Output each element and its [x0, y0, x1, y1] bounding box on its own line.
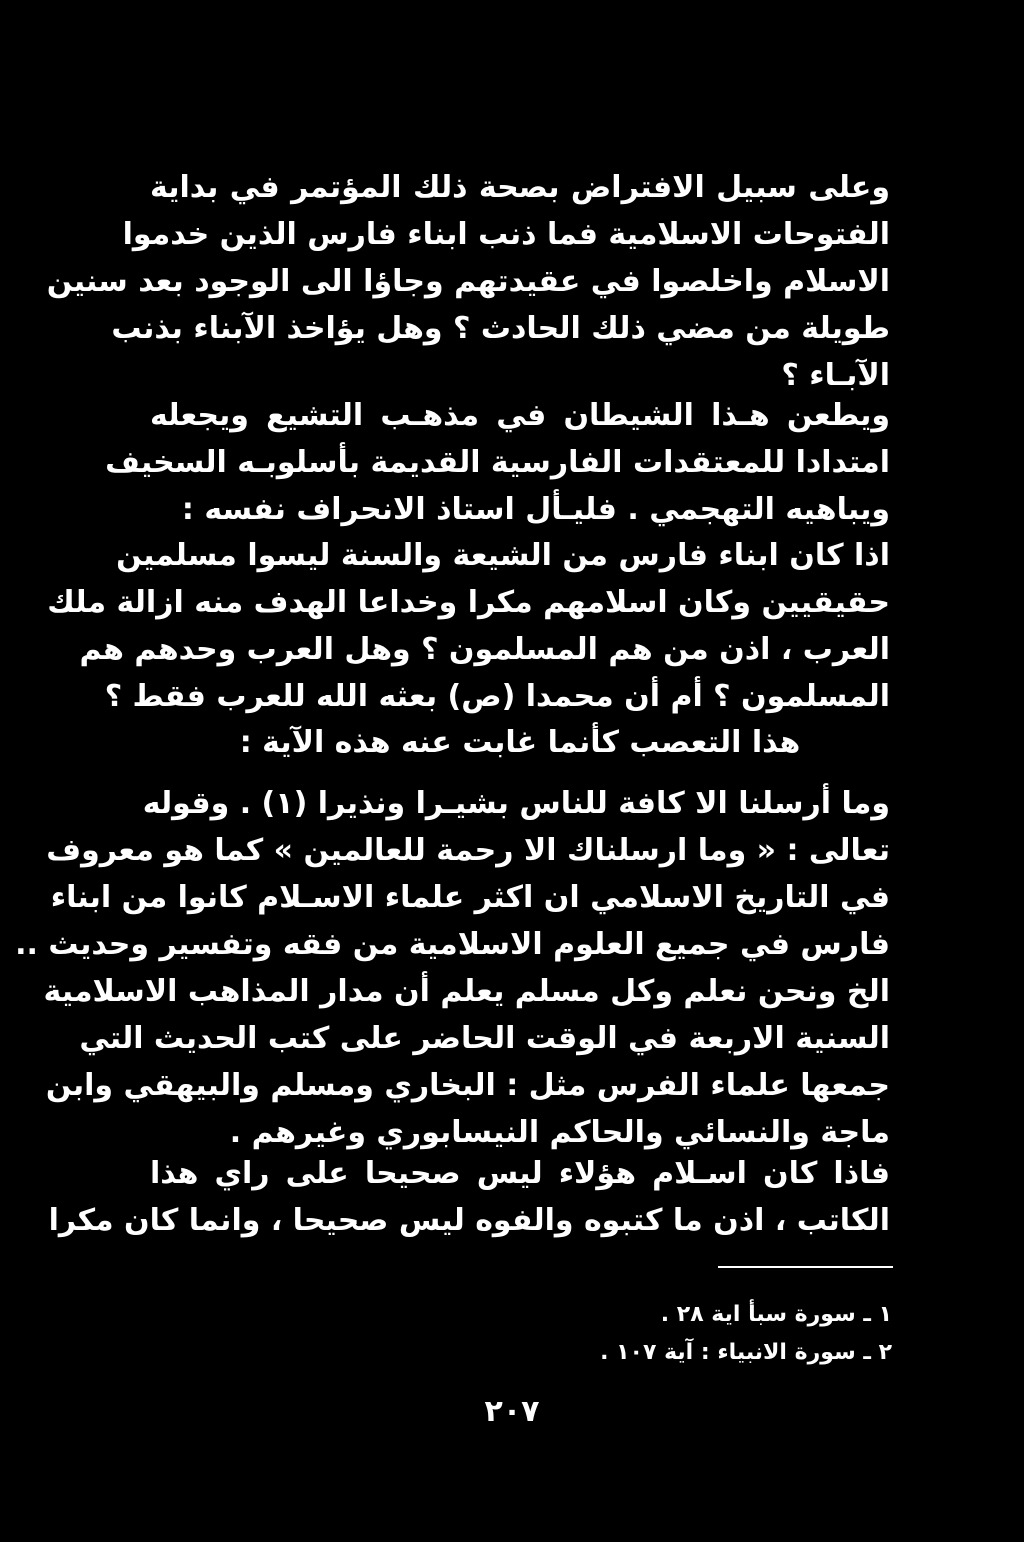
footnote-1: ١ ـ سورة سبأ اية ٢٨ . — [660, 1302, 892, 1327]
page-number: ٢٠٧ — [484, 1394, 540, 1429]
paragraph-2 — [105, 392, 890, 533]
footnotes — [480, 1296, 892, 1372]
text-line: العرب ، اذن من هم المسلمون ؟ وهل العرب وحدهم هم — [79, 632, 890, 667]
text-line: الآبـاء ؟ — [781, 358, 890, 393]
text-line: تعالى : « وما ارسلناك الا رحمة للعالمين » كما هو معروف — [46, 833, 890, 868]
text-line: اذا كان ابناء فارس من الشيعة والسنة ليسوا مسلمين — [116, 538, 890, 573]
paragraph-1 — [46, 164, 890, 399]
text-line: المسلمون ؟ أم أن محمدا (ص) بعثه الله للعرب فقط ؟ — [104, 679, 890, 714]
text-line: وما أرسلنا الا كافة للناس بشيـرا ونذيرا (١) . وقوله — [142, 786, 890, 821]
text-line: في التاريخ الاسلامي ان اكثر علماء الاسـلام كانوا من ابناء — [50, 880, 890, 915]
text-line: الخ ونحن نعلم وكل مسلم يعلم أن مدار المذاهب الاسلامية — [43, 974, 890, 1009]
text-line: ماجة والنسائي والحاكم النيسابوري وغيرهم . — [229, 1115, 890, 1150]
text-line: وعلى سبيل الافتراض بصحة ذلك المؤتمر في بداية — [150, 170, 890, 205]
text-line: فارس في جميع العلوم الاسلامية من فقه وتفسير وحديث .. — [15, 927, 890, 962]
text-line: الفتوحات الاسلامية فما ذنب ابناء فارس الذين خدموا — [122, 217, 890, 252]
centered-line: هذا التعصب كأنما غابت عنه هذه الآية : — [239, 725, 801, 760]
paragraph-6 — [48, 1150, 890, 1244]
footnote-2: ٢ ـ سورة الانبياء : آية ١٠٧ . — [600, 1340, 892, 1365]
text-line: جمعها علماء الفرس مثل : البخاري ومسلم والبيهقي وابن — [45, 1068, 890, 1103]
text-line: السنية الاربعة في الوقت الحاضر على كتب الحديث التي — [79, 1021, 890, 1056]
text-line: امتدادا للمعتقدات الفارسية القديمة بأسلوبـه السخيف — [105, 445, 890, 480]
footnote-divider — [718, 1266, 893, 1268]
text-line: حقيقيين وكان اسلامهم مكرا وخداعا الهدف منه ازالة ملك — [47, 585, 890, 620]
text-line: فاذا كان اسـلام هؤلاء ليس صحيحا على راي هذا — [150, 1156, 890, 1191]
text-line: الكاتب ، اذن ما كتبوه والفوه ليس صحيحا ، وانما كان مكرا — [48, 1203, 890, 1238]
text-line: طويلة من مضي ذلك الحادث ؟ وهل يؤاخذ الآبناء بذنب — [111, 311, 890, 346]
text-line: ويباهيه التهجمي . فليـأل استاذ الانحراف نفسه : — [181, 492, 890, 527]
text-line: ويطعن هـذا الشيطان في مذهـب التشيع ويجعله — [150, 398, 890, 433]
paragraph-3 — [47, 532, 890, 720]
paragraph-5 — [15, 780, 890, 1156]
text-line: الاسلام واخلصوا في عقيدتهم وجاؤا الى الوجود بعد سنين — [46, 264, 890, 299]
